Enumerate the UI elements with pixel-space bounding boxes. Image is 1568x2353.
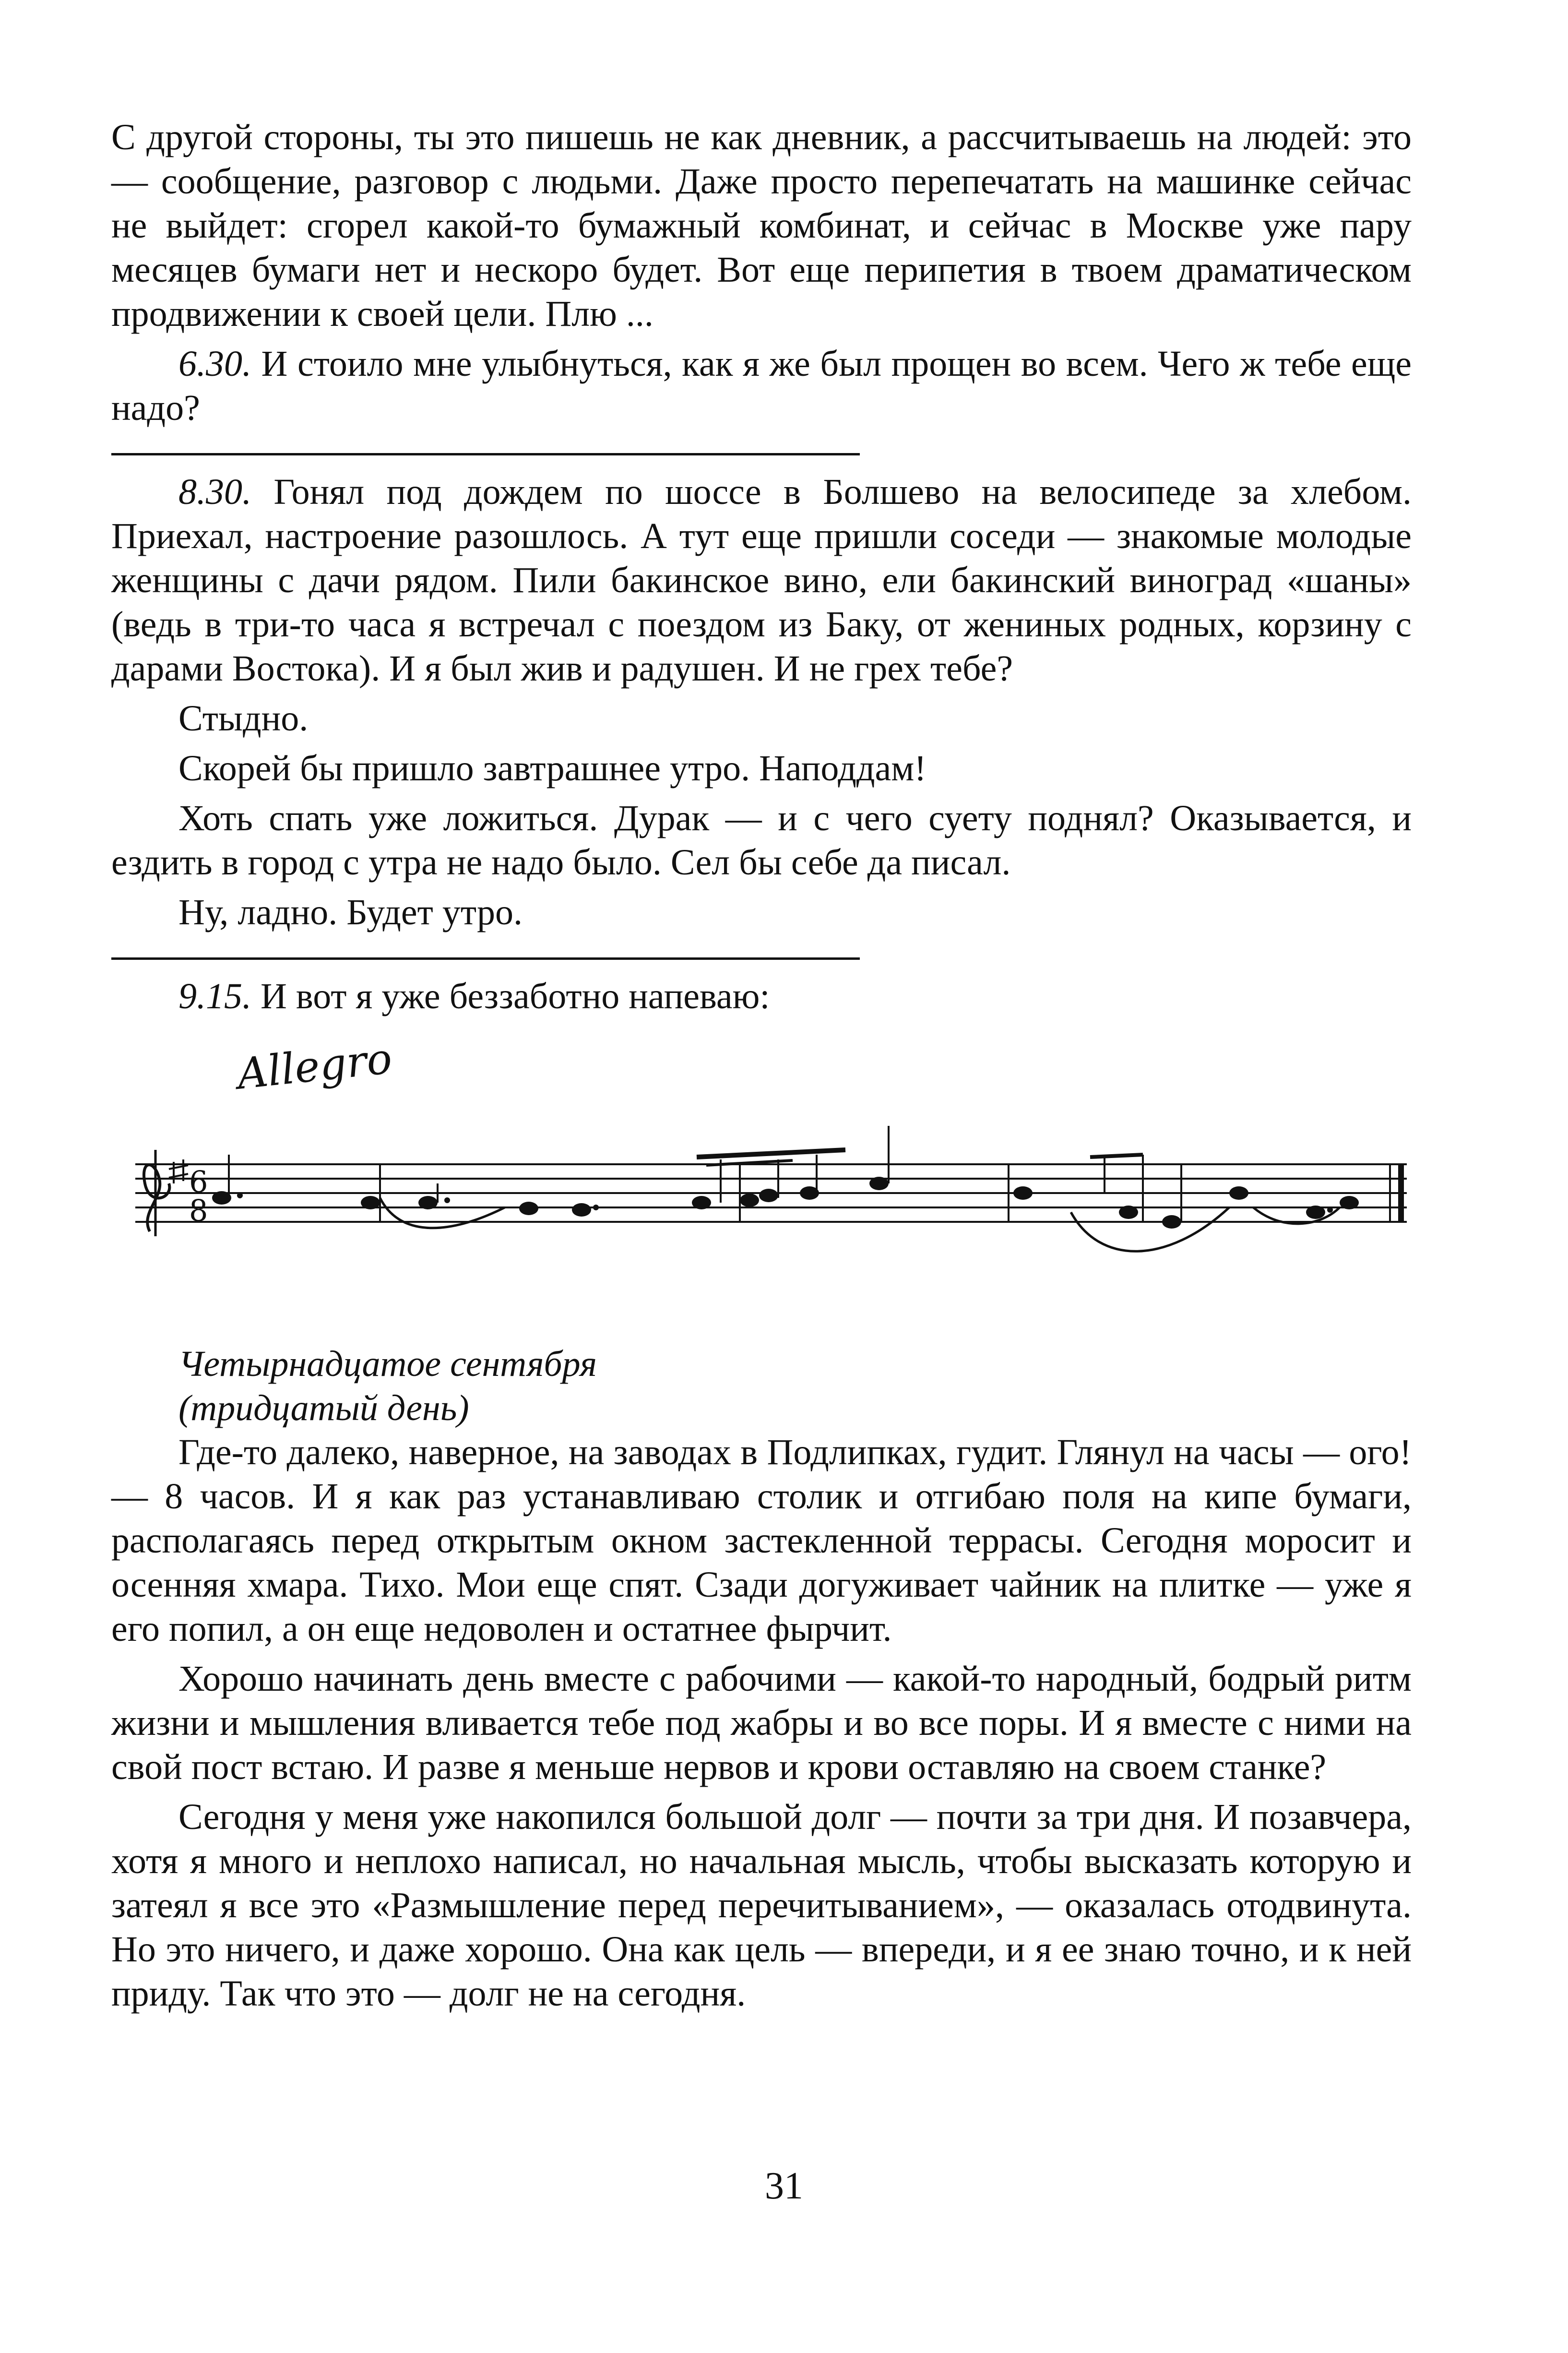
entry-text: И стоило мне улыбнуться, как я же был прощен во всем. Чего ж тебе еще надо?: [111, 344, 1412, 428]
svg-text:6: 6: [189, 1164, 208, 1199]
date-heading: [111, 1342, 1412, 1430]
section-divider: [111, 453, 860, 455]
entry-text: Гонял под дождем по шоссе в Болшево на велосипеде за хлебом. Приехал, настроение разошлось. А тут еще пришли соседи — знакомые молодые женщины с дачи рядом. Пили бакинское вино, ели бакинский виноград «шаны» (ведь в три-то часа я встречал с поездом из Баку, от жениных родных, корзину с дарами Востока). И я был жив и радушен. И не грех тебе?: [111, 472, 1412, 689]
tempo-marking: Allegro: [235, 1033, 394, 1099]
section-divider: [111, 957, 860, 960]
page-body: [111, 115, 1412, 2016]
svg-text:8: 8: [189, 1193, 208, 1228]
music-staff: [111, 1039, 1412, 1270]
line-sleep: Хоть спать уже ложиться. Дурак — и с чего суету поднял? Оказывается, и ездить в город с утра не надо было. Сел бы себе да писал.: [111, 798, 1412, 883]
paragraph-workers: Хорошо начинать день вместе с рабочими — какой-то народный, бодрый ритм жизни и мышления вливается тебе под жабры и во все поры. И я вместе с ними на свой пост встаю. И разве я меньше нервов и крови оставляю на своем станке?: [111, 1659, 1412, 1787]
paragraph-factory-horn: Где-то далеко, наверное, на заводах в Подлипках, гудит. Глянул на часы — ого! — 8 часов. И я как раз устанавливаю столик и отгибаю поля на кипе бумаги, располагаясь перед открытым окном застекленной террасы. Сегодня моросит и осенняя хмара. Тихо. Мои еще спят. Сзади догуживает чайник на плитке — уже я его попил, а он еще недоволен и остатнее фырчит.: [111, 1432, 1412, 1649]
line-morning: Ну, ладно. Будет утро.: [178, 892, 523, 932]
line-tomorrow: Скорей бы пришло завтрашнее утро. Наподдам!: [178, 748, 927, 788]
entry-text: И вот я уже беззаботно напеваю:: [251, 976, 770, 1016]
heading-day: (тридцатый день): [178, 1388, 469, 1428]
page-number: 31: [765, 2165, 803, 2207]
entry-9-15: [111, 974, 1412, 1018]
entry-6-30: [111, 342, 1412, 430]
paragraph-debt: Сегодня у меня уже накопился большой долг — почти за три дня. И позавчера, хотя я много и неплохо написал, но начальная мысль, чтобы высказать которую и затеял я все это «Размышление перед перечитыванием», — оказалась отодвинута. Но это ничего, и даже хорошо. Она как цель — впереди, и я ее знаю точно, и к ней приду. Так что это — долг не на сегодня.: [111, 1797, 1412, 2014]
entry-time: 8.30.: [178, 472, 251, 512]
entry-8-30: [111, 470, 1412, 691]
music-notation: [111, 1033, 1412, 1270]
entry-time: 9.15.: [178, 976, 251, 1016]
line-ashamed: Стыдно.: [178, 698, 309, 739]
heading-date: Четырнадцатое сентября: [178, 1344, 597, 1384]
entry-time: 6.30.: [178, 344, 251, 384]
paragraph-continuation: С другой стороны, ты это пишешь не как дневник, а рассчитываешь на людей: это — сообщение, разговор с людьми. Даже просто перепечатать на машинке сейчас не выйдет: сгорел какой-то бумажный комбинат, и сейчас в Москве уже пару месяцев бумаги нет и нескоро будет. Вот еще перипетия в твоем драматическом продвижении к своей цели. Плю ...: [111, 117, 1412, 334]
